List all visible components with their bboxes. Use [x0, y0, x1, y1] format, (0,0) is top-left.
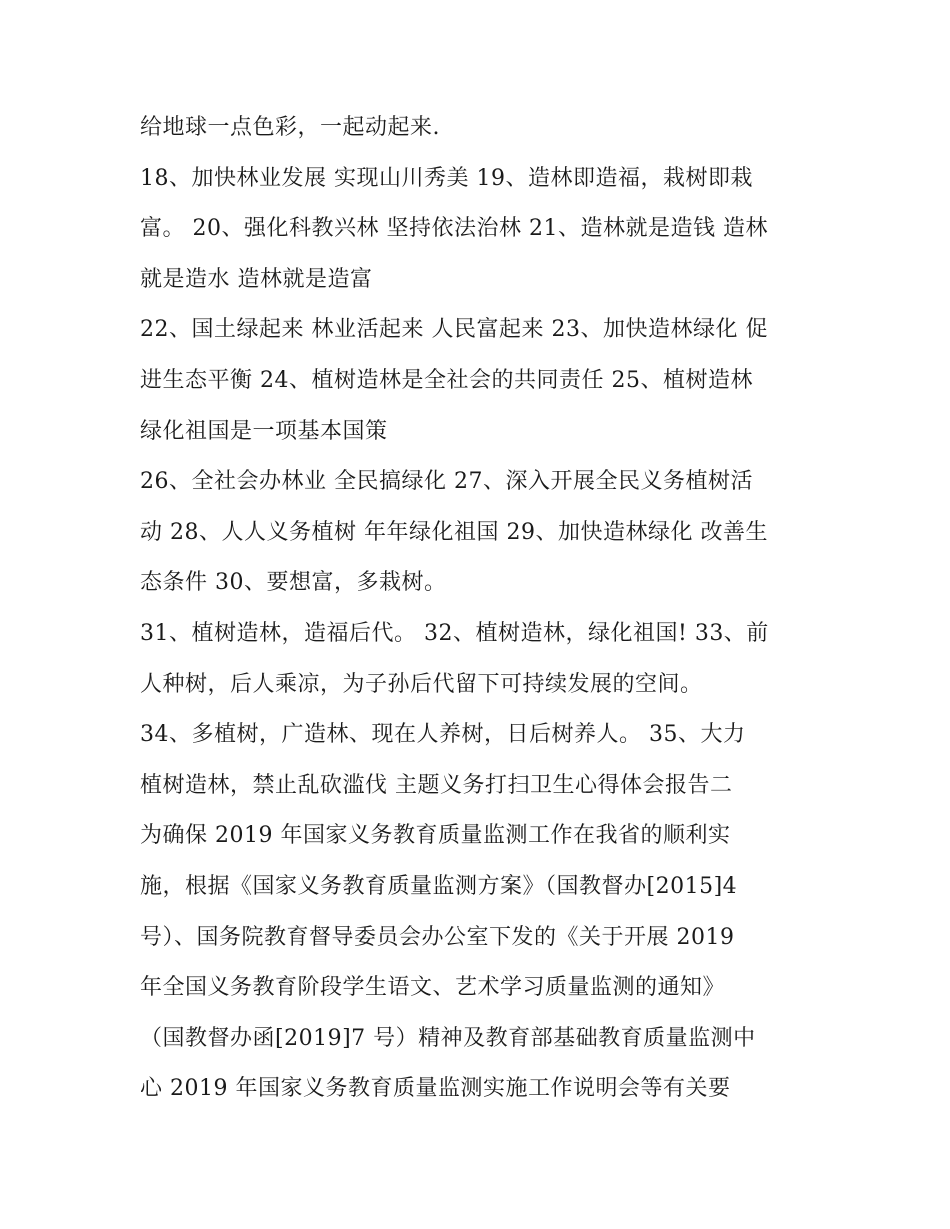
text-line-4: 就是造水 造林就是造富 — [140, 266, 373, 292]
text-line-13: 34、多植树，广造林、现在人养树，日后树养人。 35、大力 — [140, 722, 746, 748]
text-line-14: 植树造林，禁止乱砍滥伐 主题义务打扫卫生心得体会报告二 — [140, 772, 733, 798]
document-body — [140, 103, 820, 1115]
text-line-11: 31、植树造林，造福后代。 32、植树造林，绿化祖国! 33、前 — [140, 620, 769, 646]
text-line-6: 进生态平衡 24、植树造林是全社会的共同责任 25、植树造林 — [140, 367, 753, 393]
text-line-2: 18、加快林业发展 实现山川秀美 19、造林即造福，栽树即栽 — [140, 165, 753, 191]
text-line-12: 人种树，后人乘凉，为子孙后代留下可持续发展的空间。 — [140, 671, 703, 697]
text-line-8: 26、全社会办林业 全民搞绿化 27、深入开展全民义务植树活 — [140, 469, 753, 495]
text-line-19: （国教督办函[2019]7 号）精神及教育部基础教育质量监测中 — [140, 1025, 756, 1051]
text-line-18: 年全国义务教育阶段学生语文、艺术学习质量监测的通知》 — [140, 975, 726, 1001]
text-line-20: 心 2019 年国家义务教育质量监测实施工作说明会等有关要 — [140, 1076, 731, 1102]
text-line-7: 绿化祖国是一项基本国策 — [140, 418, 388, 444]
text-line-3: 富。 20、强化科教兴林 坚持依法治林 21、造林就是造钱 造林 — [140, 216, 768, 242]
text-line-9: 动 28、人人义务植树 年年绿化祖国 29、加快造林绿化 改善生 — [140, 519, 768, 545]
text-line-17: 号）、国务院教育督导委员会办公室下发的《关于开展 2019 — [140, 924, 735, 950]
text-line-10: 态条件 30、要想富，多栽树。 — [140, 570, 447, 596]
text-line-5: 22、国土绿起来 林业活起来 人民富起来 23、加快造林绿化 促 — [140, 317, 768, 343]
text-line-1: 给地球一点色彩，一起动起来. — [140, 115, 440, 140]
text-line-16: 施，根据《国家义务教育质量监测方案》（国教督办[2015]4 — [140, 873, 738, 899]
text-line-15: 为确保 2019 年国家义务教育质量监测工作在我省的顺利实 — [140, 823, 731, 849]
